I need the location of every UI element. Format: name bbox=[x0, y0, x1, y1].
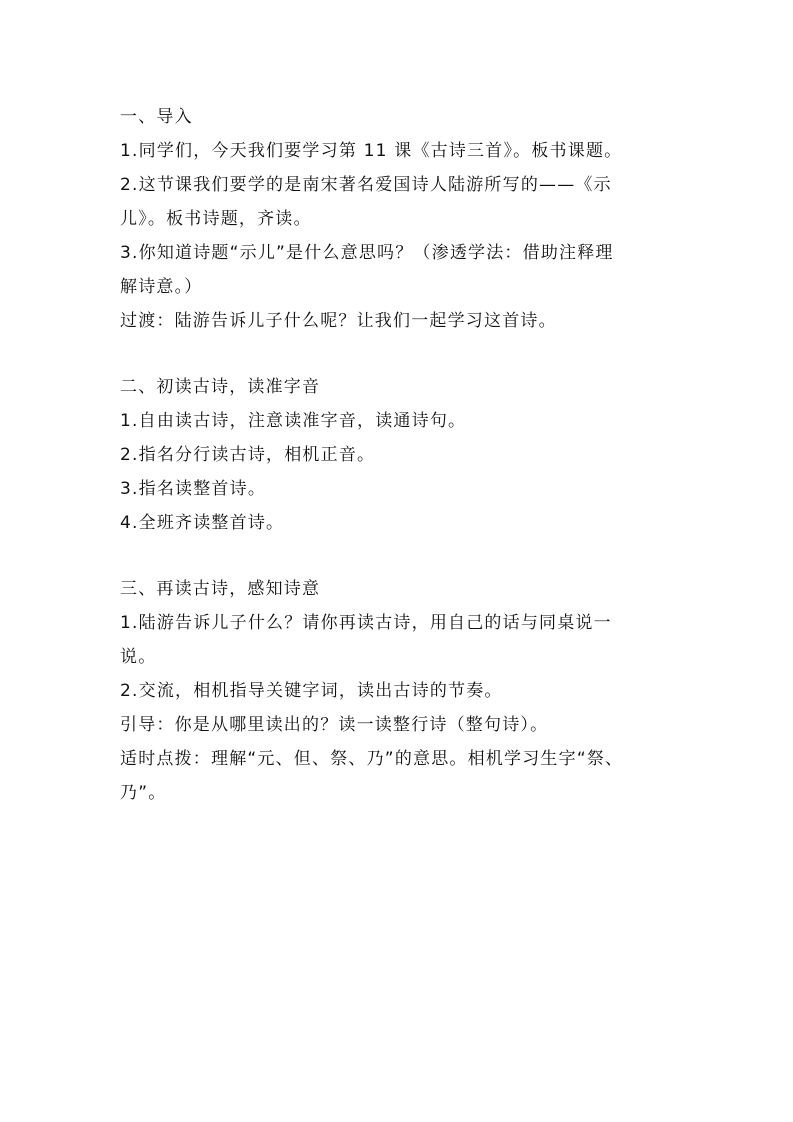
text-line: 1.陆游告诉儿子什么？请你再读古诗，用自己的话与同桌说一 bbox=[120, 613, 612, 633]
document-page bbox=[120, 100, 680, 810]
text-line: 过渡：陆游告诉儿子什么呢？让我们一起学习这首诗。 bbox=[120, 311, 557, 331]
section-gap bbox=[120, 338, 680, 370]
section-heading: 一、导入 bbox=[120, 107, 193, 127]
text-line: 解诗意。） bbox=[120, 277, 203, 297]
section-second-reading bbox=[120, 572, 680, 810]
section-heading: 三、再读古诗，感知诗意 bbox=[120, 579, 321, 599]
text-line: 1.自由读古诗，注意读准字音，读通诗句。 bbox=[120, 411, 467, 431]
text-line: 引导：你是从哪里读出的？读一读整行诗（整句诗）。 bbox=[120, 715, 549, 735]
text-line: 2.指名分行读古诗，相机正音。 bbox=[120, 445, 376, 465]
section-intro bbox=[120, 100, 680, 338]
text-line: 3.你知道诗题“示儿”是什么意思吗？（渗透学法：借助注释理 bbox=[120, 243, 614, 263]
text-line: 3.指名读整首诗。 bbox=[120, 479, 267, 499]
text-line: 乃”。 bbox=[120, 783, 167, 803]
text-line: 1.同学们，今天我们要学习第 11 课《古诗三首》。板书课题。 bbox=[120, 141, 623, 161]
text-line: 说。 bbox=[120, 647, 157, 667]
text-line: 4.全班齐读整首诗。 bbox=[120, 513, 285, 533]
text-line: 适时点拨：理解“元、但、祭、乃”的意思。相机学习生字“祭、 bbox=[120, 749, 624, 769]
text-line: 2.这节课我们要学的是南宋著名爱国诗人陆游所写的——《示 bbox=[120, 175, 612, 195]
text-line: 2.交流，相机指导关键字词，读出古诗的节奏。 bbox=[120, 681, 503, 701]
section-first-reading bbox=[120, 370, 680, 540]
section-heading: 二、初读古诗，读准字音 bbox=[120, 377, 321, 397]
section-gap bbox=[120, 540, 680, 572]
text-line: 儿》。板书诗题，齐读。 bbox=[120, 209, 312, 229]
